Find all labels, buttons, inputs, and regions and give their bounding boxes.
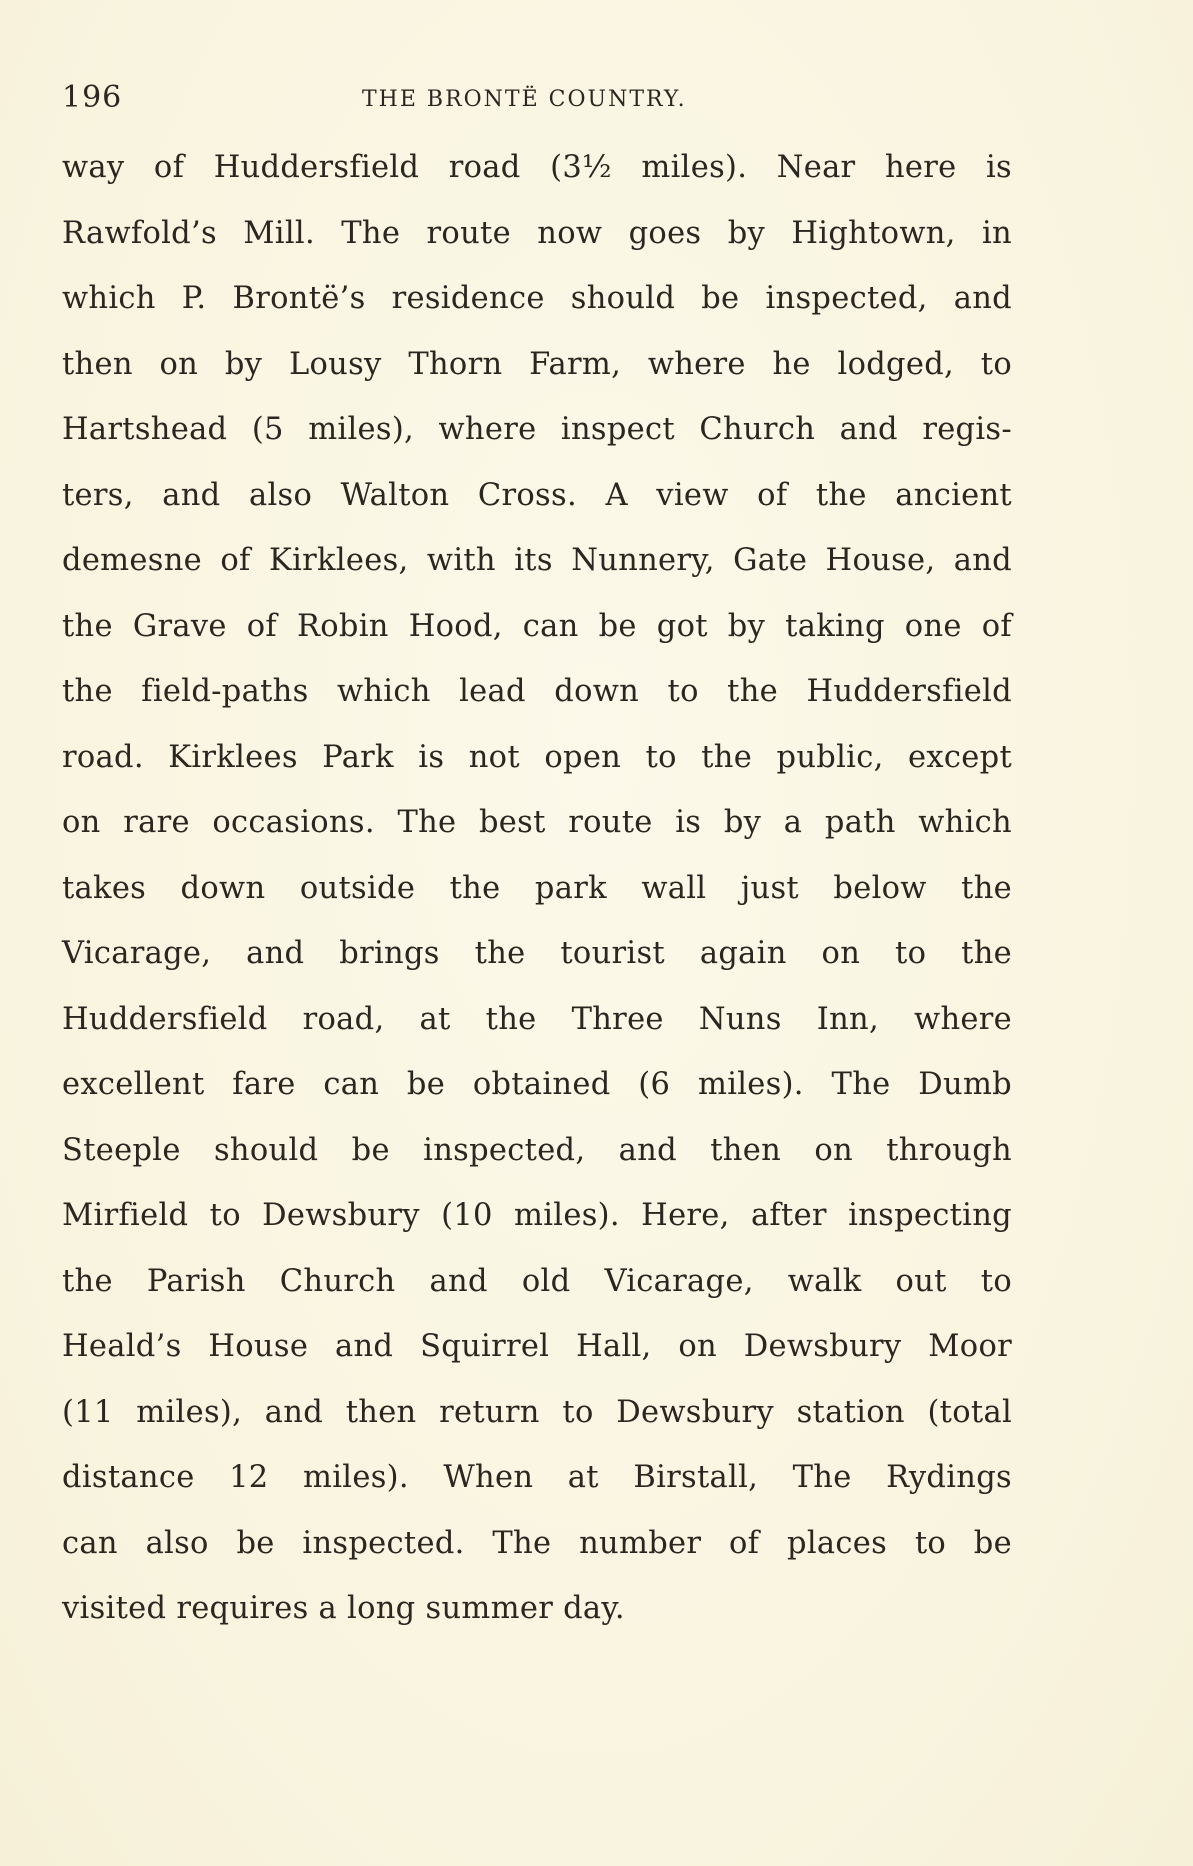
text-line: then on by Lousy Thorn Farm, where he lodged, to bbox=[62, 346, 1012, 382]
running-head: THE BRONTË COUNTRY. bbox=[362, 87, 687, 112]
text-line: Vicarage, and brings the tourist again on to the bbox=[62, 936, 1012, 971]
text-line: Rawfold’s Mill. The route now goes by Hightown, in bbox=[62, 215, 1012, 251]
text-line: the field-paths which lead down to the Huddersfield bbox=[62, 674, 1012, 709]
text-line: way of Huddersfield road (3½ miles). Near here is bbox=[62, 150, 1012, 185]
text-line: distance 12 miles). When at Birstall, The Rydings bbox=[62, 1460, 1012, 1495]
text-line: Heald’s House and Squirrel Hall, on Dewsbury Moor bbox=[62, 1329, 1012, 1364]
text-line: the Parish Church and old Vicarage, walk out to bbox=[62, 1263, 1012, 1299]
text-line: Mirfield to Dewsbury (10 miles). Here, after inspecting bbox=[62, 1198, 1012, 1233]
body-paragraph bbox=[62, 148, 1012, 1655]
text-line: which P. Brontë’s residence should be inspected, and bbox=[62, 281, 1012, 316]
text-line: can also be inspected. The number of places to be bbox=[62, 1525, 1012, 1561]
text-line: road. Kirklees Park is not open to the public, except bbox=[62, 739, 1012, 775]
text-line: Huddersfield road, at the Three Nuns Inn, where bbox=[62, 1001, 1012, 1037]
text-line: the Grave of Robin Hood, can be got by taking one of bbox=[62, 608, 1012, 644]
text-line: (11 miles), and then return to Dewsbury station (total bbox=[62, 1394, 1012, 1430]
page-number: 196 bbox=[62, 80, 123, 115]
text-line: Hartshead (5 miles), where inspect Church and regis- bbox=[62, 412, 1012, 447]
text-line: visited requires a long summer day. bbox=[62, 1591, 625, 1626]
text-line: demesne of Kirklees, with its Nunnery, Gate House, and bbox=[62, 543, 1012, 578]
text-line: Steeple should be inspected, and then on through bbox=[62, 1132, 1012, 1168]
text-line: on rare occasions. The best route is by a path which bbox=[62, 805, 1012, 840]
text-line: ters, and also Walton Cross. A view of the ancient bbox=[62, 477, 1012, 513]
text-line: takes down outside the park wall just below the bbox=[62, 870, 1012, 906]
text-line: excellent fare can be obtained (6 miles). The Dumb bbox=[62, 1067, 1012, 1102]
page-header bbox=[62, 80, 1012, 120]
